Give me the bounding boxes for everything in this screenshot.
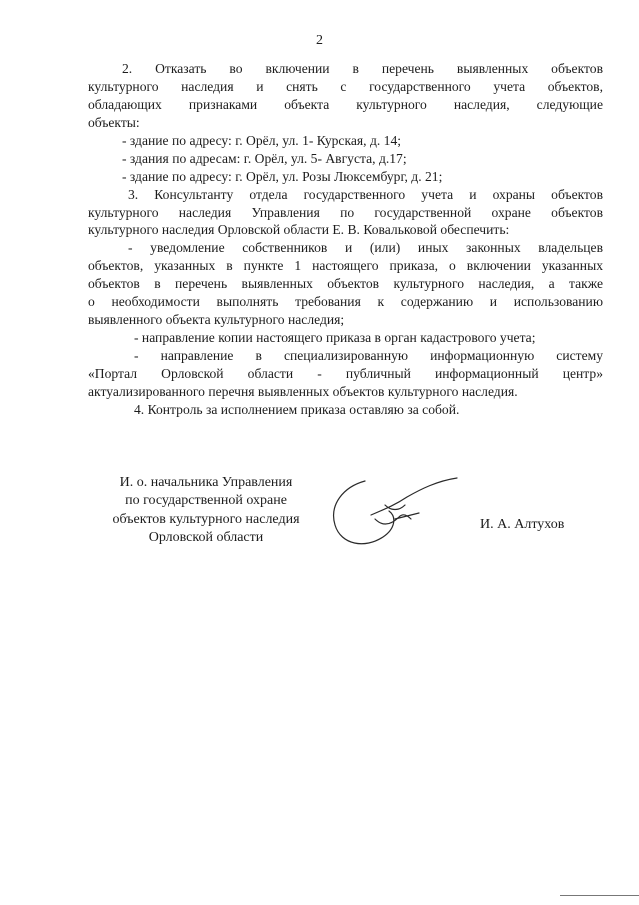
portal-line: «Портал Орловской области - публичный информационный центр» <box>88 365 603 381</box>
position-line: объектов культурного наследия <box>112 511 300 527</box>
portal-line: актуализированного перечня выявленных объектов культурного наследия. <box>88 383 518 399</box>
scan-edge-line <box>560 895 639 896</box>
item-4-line: 4. Контроль за исполнением приказа оставляю за собой. <box>134 401 460 417</box>
notification-line: объектов, указанных в пункте 1 настоящего приказа, о включении указанных <box>88 258 603 274</box>
item-2-line: 2. Отказать во включении в перечень выявленных объектов <box>122 61 603 76</box>
item-2-line: культурного наследия и снять с государственного учета объектов, <box>88 78 603 94</box>
item-2-line: обладающих признаками объекта культурного наследия, следующие <box>88 96 603 112</box>
item-3-line: культурного наследия Орловской области Е. В. Ковальковой обеспечить: <box>88 222 510 238</box>
item-3-line: 3. Консультанту отдела государственного учета и охраны объектов <box>128 186 603 202</box>
page-number: 2 <box>316 33 323 48</box>
item-3-line: культурного наследия Управления по государственной охране объектов <box>88 204 603 220</box>
address-list-item: - здание по адресу: г. Орёл, ул. 1- Курская, д. 14; <box>122 132 402 148</box>
address-list-item: - здания по адресам: г. Орёл, ул. 5- Августа, д.17; <box>122 150 407 166</box>
handwritten-signature <box>325 475 460 555</box>
notification-line: объектов в перечень выявленных объектов культурного наследия, а также <box>88 276 603 292</box>
notification-line: о необходимости выполнять требования к содержанию и использованию <box>88 294 603 310</box>
portal-line: - направление в специализированную информационную систему <box>134 348 603 363</box>
notification-line: выявленного объекта культурного наследия; <box>88 312 345 328</box>
item-2-line: объекты: <box>88 114 140 130</box>
notification-line: - уведомление собственников и (или) иных законных владельцев <box>128 240 603 256</box>
signatory-name: И. А. Алтухов <box>480 517 565 532</box>
position-line: по государственной охране <box>125 493 287 509</box>
signatory-position <box>96 474 316 548</box>
cadastral-line: - направление копии настоящего приказа в орган кадастрового учета; <box>134 330 536 346</box>
address-list-item: - здание по адресу: г. Орёл, ул. Розы Люксембург, д. 21; <box>122 168 443 184</box>
position-line: Орловской области <box>148 530 264 546</box>
document-body <box>88 60 603 419</box>
position-line: И. о. начальника Управления <box>119 475 293 490</box>
